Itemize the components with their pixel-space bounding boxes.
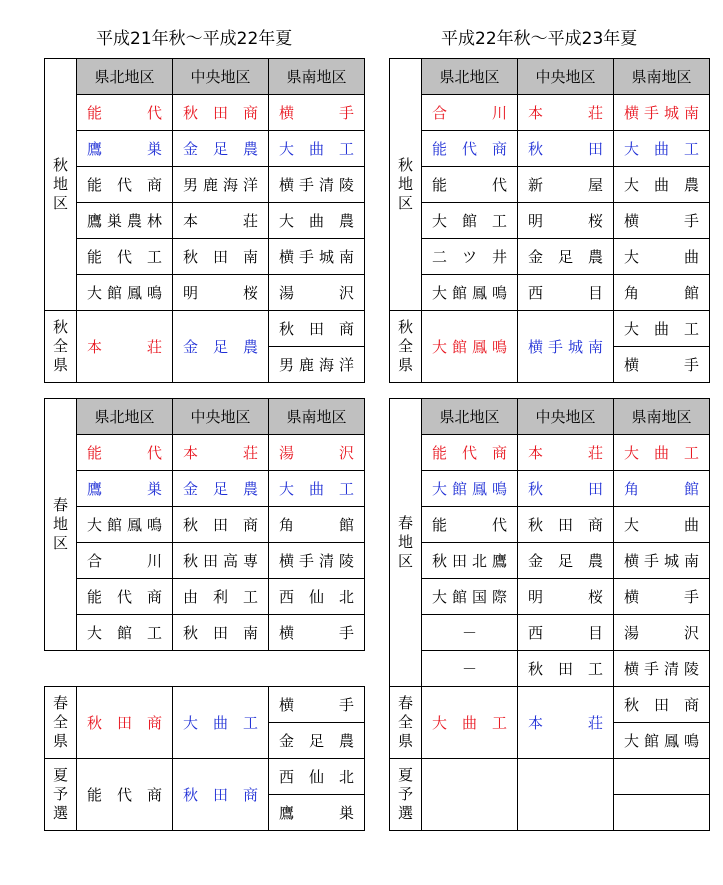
table-row [45, 95, 365, 131]
school-cell: 金足農 [518, 239, 614, 275]
empty-dash-cell: － [422, 615, 518, 651]
table-row [45, 543, 365, 579]
school-cell: 合川 [77, 543, 173, 579]
school-cell: 秋田商 [269, 311, 365, 347]
school-cell: 大曲工 [614, 311, 710, 347]
table-row [45, 615, 365, 651]
table-row [390, 651, 710, 687]
school-cell: 能代商 [422, 131, 518, 167]
school-cell: 秋田 [518, 131, 614, 167]
table-row [390, 275, 710, 311]
school-cell: 横手 [614, 203, 710, 239]
left-spring-table [44, 398, 365, 651]
school-cell: 西仙北 [269, 759, 365, 795]
school-cell: 大曲工 [269, 471, 365, 507]
table-row [45, 275, 365, 311]
school-cell: 横手清陵 [269, 543, 365, 579]
school-cell: 秋田高専 [173, 543, 269, 579]
spring-pref-label: 春全県 [390, 687, 422, 759]
school-cell: 金足農 [269, 723, 365, 759]
pref-winner-cell: 本荘 [77, 311, 173, 383]
table-row [45, 435, 365, 471]
spring-region-label: 春地区 [390, 399, 422, 687]
left-pref-summer-table [44, 686, 365, 831]
pref-winner-cell: 大館鳳鳴 [422, 311, 518, 383]
table-row [390, 579, 710, 615]
school-cell: 明桜 [173, 275, 269, 311]
school-cell: 能代 [422, 167, 518, 203]
school-cell: 湯沢 [269, 275, 365, 311]
school-cell: 新屋 [518, 167, 614, 203]
school-cell: 本荘 [173, 435, 269, 471]
autumn-region-label: 秋地区 [45, 59, 77, 311]
pref-runnerup-cell: 横手城南 [518, 311, 614, 383]
header-central: 中央地区 [518, 59, 614, 95]
school-cell: 秋田工 [518, 651, 614, 687]
table-row [390, 203, 710, 239]
school-cell: 二ツ井 [422, 239, 518, 275]
school-cell: 由利工 [173, 579, 269, 615]
school-cell: 能代工 [77, 239, 173, 275]
header-south: 県南地区 [614, 59, 710, 95]
school-cell: 横手 [269, 95, 365, 131]
header-north: 県北地区 [77, 399, 173, 435]
school-cell: 大曲農 [269, 203, 365, 239]
school-cell: 能代 [77, 95, 173, 131]
school-cell: 湯沢 [614, 615, 710, 651]
school-cell: 湯沢 [269, 435, 365, 471]
pref-runnerup-cell: 大曲工 [173, 687, 269, 759]
pref-runnerup-cell: 金足農 [173, 311, 269, 383]
school-cell: 鷹巣 [269, 795, 365, 831]
school-cell: 西目 [518, 275, 614, 311]
spring-region-label: 春地区 [45, 399, 77, 651]
right-autumn-table [389, 58, 710, 383]
autumn-region-label: 秋地区 [390, 59, 422, 311]
header-north: 県北地区 [422, 59, 518, 95]
autumn-pref-label: 秋全県 [390, 311, 422, 383]
table-row [45, 131, 365, 167]
school-cell: 男鹿海洋 [269, 347, 365, 383]
school-cell: 鷹巣農林 [77, 203, 173, 239]
left-autumn-table [44, 58, 365, 383]
school-cell: 大曲工 [614, 131, 710, 167]
header-south: 県南地区 [269, 399, 365, 435]
school-cell: 鷹巣 [77, 131, 173, 167]
school-cell: 秋田商 [173, 95, 269, 131]
header-central: 中央地区 [173, 399, 269, 435]
school-cell: 横手 [269, 615, 365, 651]
header-south: 県南地区 [614, 399, 710, 435]
table-row [390, 167, 710, 203]
school-cell: 本荘 [173, 203, 269, 239]
empty-dash-cell: － [422, 651, 518, 687]
school-cell: 秋田商 [518, 507, 614, 543]
school-cell: 角館 [269, 507, 365, 543]
school-cell: 大曲工 [614, 435, 710, 471]
table-row [390, 435, 710, 471]
school-cell: 角館 [614, 471, 710, 507]
school-cell: 横手城南 [269, 239, 365, 275]
school-cell: 西仙北 [269, 579, 365, 615]
school-cell: 西目 [518, 615, 614, 651]
school-cell: 横手清陵 [269, 167, 365, 203]
school-cell: 秋田商 [614, 687, 710, 723]
school-cell: 横手 [614, 579, 710, 615]
header-central: 中央地区 [173, 59, 269, 95]
table-row [45, 239, 365, 275]
school-cell: 大曲農 [614, 167, 710, 203]
header-north: 県北地区 [422, 399, 518, 435]
school-cell: 大館工 [77, 615, 173, 651]
table-row [45, 579, 365, 615]
school-cell: 秋田北鷹 [422, 543, 518, 579]
school-cell: 秋田 [518, 471, 614, 507]
school-cell: 明桜 [518, 579, 614, 615]
summer-label: 夏予選 [390, 759, 422, 831]
pref-winner-cell: 大曲工 [422, 687, 518, 759]
right-spring-table [389, 398, 710, 831]
table-row [45, 471, 365, 507]
school-cell: 横手 [269, 687, 365, 723]
summer-winner-cell: 能代商 [77, 759, 173, 831]
header-south: 県南地区 [269, 59, 365, 95]
school-cell: 合川 [422, 95, 518, 131]
school-cell: 秋田南 [173, 239, 269, 275]
school-cell: 男鹿海洋 [173, 167, 269, 203]
school-cell: 明桜 [518, 203, 614, 239]
school-cell: 大館鳳鳴 [422, 275, 518, 311]
table-row [45, 167, 365, 203]
school-cell: 大館鳳鳴 [77, 507, 173, 543]
school-cell: 能代 [422, 507, 518, 543]
school-cell: 角館 [614, 275, 710, 311]
pref-runnerup-cell: 本荘 [518, 687, 614, 759]
school-cell: 大館国際 [422, 579, 518, 615]
pref-winner-cell: 秋田商 [77, 687, 173, 759]
school-cell: 本荘 [518, 95, 614, 131]
school-cell: 能代商 [77, 579, 173, 615]
table-row [390, 543, 710, 579]
school-cell: 鷹巣 [77, 471, 173, 507]
spring-pref-label: 春全県 [45, 687, 77, 759]
school-cell: 大曲 [614, 239, 710, 275]
school-cell: 本荘 [518, 435, 614, 471]
school-cell: 秋田南 [173, 615, 269, 651]
summer-label: 夏予選 [45, 759, 77, 831]
school-cell: 金足農 [173, 471, 269, 507]
school-cell: 金足農 [173, 131, 269, 167]
table-row [390, 95, 710, 131]
school-cell: 金足農 [518, 543, 614, 579]
table-row [390, 615, 710, 651]
school-cell: 横手城南 [614, 95, 710, 131]
table-row [390, 471, 710, 507]
left-title: 平成21年秋～平成22年夏 [96, 29, 293, 49]
school-cell: 横手 [614, 347, 710, 383]
school-cell: 横手清陵 [614, 651, 710, 687]
school-cell [614, 795, 710, 831]
header-central: 中央地区 [518, 399, 614, 435]
summer-runnerup-cell [518, 759, 614, 831]
school-cell: 大館鳳鳴 [422, 471, 518, 507]
school-cell: 大曲 [614, 507, 710, 543]
school-cell: 能代商 [422, 435, 518, 471]
table-row [390, 131, 710, 167]
school-cell: 大館鳳鳴 [77, 275, 173, 311]
autumn-pref-label: 秋全県 [45, 311, 77, 383]
table-row [45, 203, 365, 239]
table-row [390, 507, 710, 543]
header-north: 県北地区 [77, 59, 173, 95]
school-cell: 大館鳳鳴 [614, 723, 710, 759]
right-title: 平成22年秋～平成23年夏 [441, 29, 638, 49]
table-row [390, 239, 710, 275]
school-cell: 秋田商 [173, 507, 269, 543]
summer-winner-cell [422, 759, 518, 831]
school-cell: 能代商 [77, 167, 173, 203]
school-cell: 大館工 [422, 203, 518, 239]
summer-runnerup-cell: 秋田商 [173, 759, 269, 831]
school-cell: 横手城南 [614, 543, 710, 579]
school-cell: 能代 [77, 435, 173, 471]
table-row [45, 507, 365, 543]
school-cell: 大曲工 [269, 131, 365, 167]
school-cell [614, 759, 710, 795]
